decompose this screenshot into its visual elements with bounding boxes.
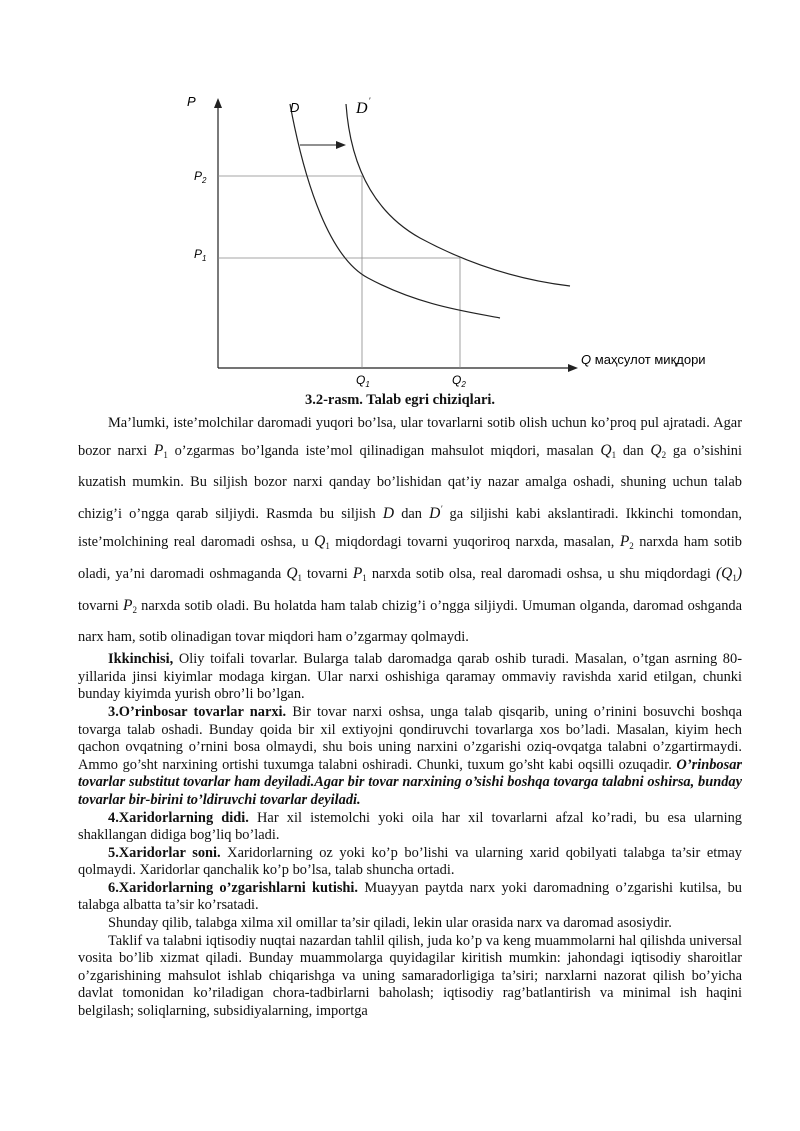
math-p1-b: $P_1$ (352, 565, 367, 584)
paragraph-income: Ma’lumki, iste’molchilar daromadi yuqori bo’lsa, ular tovarlarni sotib olish uchun ko’proq pul ajratadi. Agar bozor narxi $P_1$ o’zgarmas bo’lganda iste’mol qilinadigan mahsulot miqdori, masalan $Q_1$ dan $Q_2$ ga o’sishini kuzatish mumkin. Bu siljish bozor narxi qanday bo’lishidan qat’iy nazar amalga oshadi, shuning uchun talab chizig’i o’ngga qarab siljiydi. Rasmda bu siljish D dan D′ ga siljishi kabi akslantiradi. Ikkinchi tomondan, iste’molchining real daromadi oshsa, u $Q_1$ miqdordagi tovarni yuqoriroq narxda, masalan, $P_2$ narxda ham sotib oladi, ya’ni daromadi oshmaganda $Q_1$ tovarni $P_1$ narxda sotib olsa, real daromadi oshsa, u shu miqdordagi $(Q_1)$ tovarni $P_2$ narxda sotib oladi. Bu holatda ham talab chizig’i o’ngga siljiydi. Umuman olganda, daromad oshganda narx ham, sotib olinadigan tovar miqdori ham o’zgarmay qolmaydi. (78, 415, 743, 646)
q2-label: $Q_2$ (452, 373, 466, 389)
curve-d-label: D (290, 100, 300, 115)
curve-d-prime-mark: ′ (369, 96, 371, 106)
demand-curve-d (290, 104, 500, 318)
math-p1: $P_1$ (153, 442, 168, 460)
curve-d-prime-label: D (356, 100, 368, 117)
paragraph-substitute-goods: 3.O’rinbosar tovarlar narxi. Bir tovar narxi oshsa, unga talab qisqarib, uning o’rinini bosuvchi boshqa tovarga talab oshadi. Bunday qoida bir xil extiyojni qondiruvchi tovarlarga xos bo’ladi. Masalan, kiyim hech qachon ovqatning o’rnini bosa olmaydi, shu bois uning narxini o’zgarishi oziq-ovqatga talabni o’zgartirmaydi. Ammo go’sht narxining ortishi tuxumga talabni oshiradi. Chunki, tuxum go’sht kabi oqsilli ozuqadir. O’rinbosar tovarlar substitut tovarlar ham deyiladi.Agar bir tovar narxining o’sishi boshqa tovarga talabni oshirsa, bunday tovarlar bir-birini to’ldiruvchi tovarlar deyiladi. (78, 703, 743, 808)
math-p2-b: $P_2$ (122, 597, 137, 616)
p2-label: $P_2$ (194, 169, 207, 185)
paragraph-buyers-count: 5.Xaridorlar soni. Xaridorlarning oz yoki ko’p bo’lishi va ularning xarid qobilyati talabga ta’sir etmay qolmaydi. Xaridorlar qanchalik ko’p bo’lsa, talab shuncha ortadi. (78, 844, 742, 879)
x-axis-arrow-icon (568, 364, 578, 372)
paragraph-expectations: 6.Xaridorlarning o’zgarishlarni kutishi. Muayyan paytda narx yoki daromadning o’zgarishi kutilsa, bu talabga albatta ta’sir ko’rsatadi. (78, 879, 742, 914)
math-q1-b: $Q_1$ (314, 533, 330, 552)
demand-curve-d-prime (346, 104, 570, 286)
demand-curves-figure (0, 0, 800, 392)
math-q1: $Q_1$ (600, 442, 617, 460)
paragraph-superior-goods: Ikkinchisi, Oliy toifali tovarlar. Bularga talab daromadga qarab oshib turadi. Masalan, o’tgan asrning 80-yillarida jinsi kiyimlar modaga kirgan. Ular narxi oshishiga qaramay ommaviy ravishda xarid etilgan, chunki bunday kiyimda yurish obro’li bo’lgan. (78, 651, 742, 703)
x-axis-label: Q маҳсулот миқдори (581, 352, 706, 367)
figure-caption: 3.2-rasm. Talab egri chiziqlari. (304, 392, 496, 408)
p1-label: $P_1$ (194, 247, 207, 263)
paragraph-tastes: 4.Xaridorlarning didi. Har xil istemolchi yoki oila har xil tovarlarni afzal ko’radi, bu esa ularning shakllangan didiga bog’liq bo’ladi. (78, 809, 742, 844)
paragraph-analysis: Taklif va talabni iqtisodiy nuqtai nazardan tahlil qilish, juda ko’p va keng muammolarni hal qilishda universal vosita bo’lib xizmat qiladi. Bunday muammolarga quyidagilar kiritish mumkin: jahondagi iqtisodiy sharoitlar o’zgarishining mahsulot ishlab chiqarishga va uning samaradorligiga ta’siri; narxlarni nazorat qilish bo’yicha davlat tomonidan ko’riladigan chora-tadbirlarni baholash; iqtisodiy rag’batlantirish va minimal ish haqini belgilash; soliqlarning, subsidiyalarning, importga (78, 932, 742, 1020)
y-axis-label: P (187, 94, 196, 109)
y-axis-arrow-icon (214, 98, 222, 108)
paragraph-summary: Shunday qilib, talabga xilma xil omillar ta’sir qiladi, lekin ular orasida narx va daromad asosiydir. (108, 915, 672, 932)
body-text (78, 410, 742, 1021)
math-q1-c: $Q_1$ (286, 565, 303, 584)
math-q1-paren: $(Q_1)$ (715, 565, 742, 584)
shift-arrow-head-icon (336, 141, 346, 149)
math-d-prime: D′ (429, 504, 443, 523)
math-p2: $P_2$ (619, 533, 634, 552)
math-q2: $Q_2$ (650, 442, 667, 460)
math-d: D (382, 505, 395, 523)
q1-label: $Q_1$ (356, 373, 370, 389)
